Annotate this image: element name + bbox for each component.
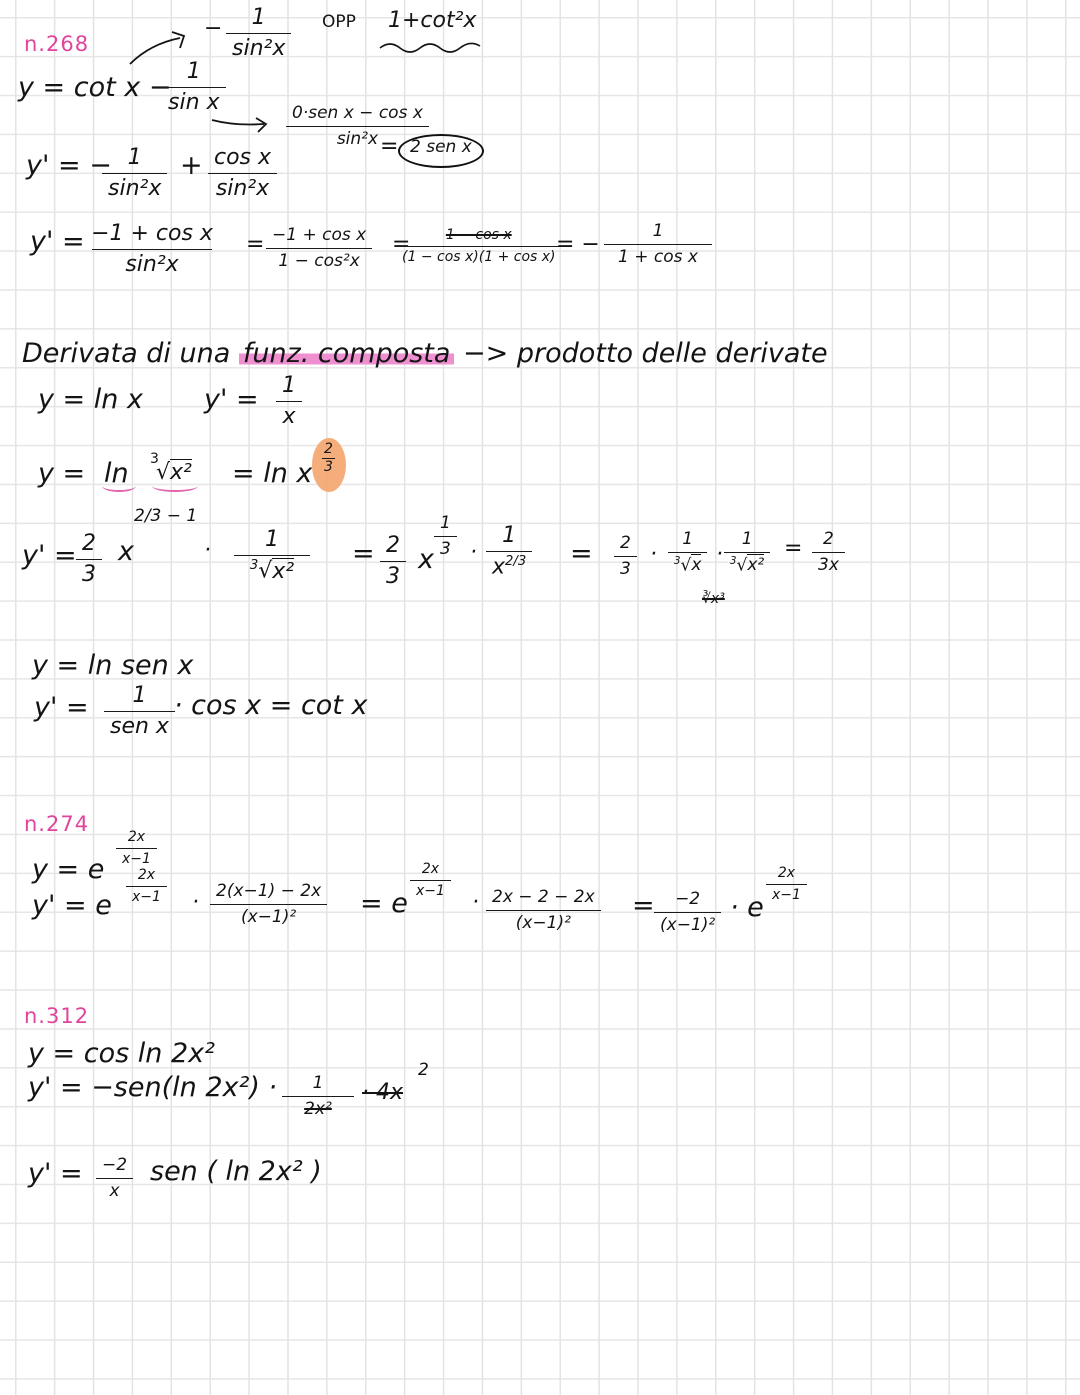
lnroot-deriv-lhs: y' = [22,540,77,571]
note-derivative-cot: 1 sin²x [226,6,291,61]
section-heading [22,340,828,367]
ex274-deriv-lhs: y' = e [32,890,112,921]
root-sign: √x² [156,460,192,485]
ex274-equals-e: = e [360,888,408,919]
frac-1-over-cuberoot-x: 1 $^3$√x [668,530,707,575]
coef-2-3-c: 2 3 [614,534,637,578]
lnsen-rest: · cos x = cot x [174,690,368,721]
ex268-term-2: cos x sin²x [208,146,277,201]
exercise-label-268: n.268 [24,32,90,56]
ex268-step-1: −1 + cos x sin²x [91,221,213,278]
ex274-equals-2: = [632,890,655,921]
coef-2-3: 2 3 [76,532,102,587]
x-base-b: x [418,544,434,575]
dot-5: · [192,890,199,915]
dot-3: · [650,542,657,567]
pink-underline-ln [102,480,136,492]
ex312-final-rest: sen ( ln 2x² ) [150,1156,322,1187]
lnroot-result: 2 3x [812,530,845,574]
ex312-function: y = cos ln 2x² [28,1038,215,1069]
dot-1: · [204,538,211,563]
plus-sign: + [180,150,203,181]
ex274-quotient: 2(x−1) − 2x (x−1)² [210,882,327,926]
note-cuberoot-x3: ∛x³ [702,591,725,607]
arrow-head-2 [256,118,266,132]
ex312-final-lhs: y' = [28,1158,83,1189]
frac-1-over-x23: 1 $x^{2/3}$ [486,524,532,580]
dot-2: · [470,540,477,565]
ex274-deriv-exponent: 2x x−1 [126,868,167,906]
exponent-2-3-minus-1: 2/3 − 1 [134,506,198,526]
dot-6: · [472,890,479,915]
dot-4: · [716,542,723,567]
lnroot-exponent: 2 3 [324,441,333,476]
arrow-head-1 [172,32,184,48]
ex274-exponent-2: 2x x−1 [410,862,451,900]
ex274-exponent-3: 2x x−1 [766,866,807,904]
equals-4: = [570,538,593,569]
ex268-step-3: 1 − cos x (1 − cos x)(1 + cos x) [396,228,562,266]
ln-derivative-frac: 1 x [276,374,302,429]
ex268-step-2: −1 + cos x 1 − cos²x [266,226,372,270]
ex274-times-e: · e [730,892,764,923]
note-quotient-derivative: 0·sen x − cos x sin²x [286,104,429,148]
heading-highlight: funz. composta [239,338,455,369]
pink-underline-root [152,480,198,492]
frac-1-over-cuberoot-x2: 1 $^3$√x² [724,530,770,575]
exponent-1-3: 1 3 [434,514,457,558]
ex274-result-frac: −2 (x−1)² [654,890,721,934]
coef-2-3-b: 2 3 [380,534,406,589]
equals-1: = [246,232,265,257]
ex268-yprime-2: y' = [30,226,85,257]
heading-prefix: Derivata di una [22,338,231,369]
lnsen-frac: 1 sen x [104,684,175,739]
lnroot-rewrite: = ln x [232,458,313,489]
exercise-label-312: n.312 [24,1004,90,1028]
ex274-function: y = e [32,854,105,885]
note-minus-sign: − [204,16,223,41]
arrow-curve-2 [212,120,264,125]
ex268-term-1: 1 sin²x [102,146,167,201]
x-base: x [118,536,134,567]
ex274-exponent: 2x x−1 [116,830,157,868]
ex268-function: y = cot x − [18,72,172,103]
ex312-frac: 1 2x² [282,1074,354,1118]
equals-2: = [392,232,411,257]
ex274-simplified: 2x − 2 − 2x (x−1)² [486,888,601,932]
note-equals: = [380,134,399,159]
lnroot-lhs: y = [38,458,86,489]
equals-minus: = − [556,232,600,257]
ex312-deriv: y' = −sen(ln 2x²) · [28,1072,278,1103]
equals-5: = [784,536,803,561]
note-identity: 1+cot²x [388,8,477,33]
lnsen-deriv-lhs: y' = [34,692,89,723]
ex268-result: 1 1 + cos x [604,222,712,266]
ex312-final-frac: −2 x [96,1156,133,1200]
exercise-label-274: n.274 [24,812,90,836]
note-circled-text: 2 sen x [410,137,472,157]
heading-suffix: −> prodotto delle derivate [463,338,828,369]
ex312-tail: · 4x [362,1080,404,1105]
frac-1-over-root: 1 $^3$√x² [234,528,310,584]
ln-function: y = ln x [38,384,143,415]
ex312-tail-exp: 2 [418,1060,429,1080]
wavy-underline [380,43,480,52]
lnsen-function: y = ln sen x [32,650,194,681]
ex268-yprime-1: y' = − [26,150,112,181]
root-index: 3 [150,451,159,467]
ln-derivative-lhs: y' = [204,384,259,415]
ex268-fraction-1-over-sinx: 1 sin x [162,60,226,115]
note-opp: OPP [322,12,356,32]
equals-3: = [352,538,375,569]
lnroot-ln: ln [104,458,129,489]
